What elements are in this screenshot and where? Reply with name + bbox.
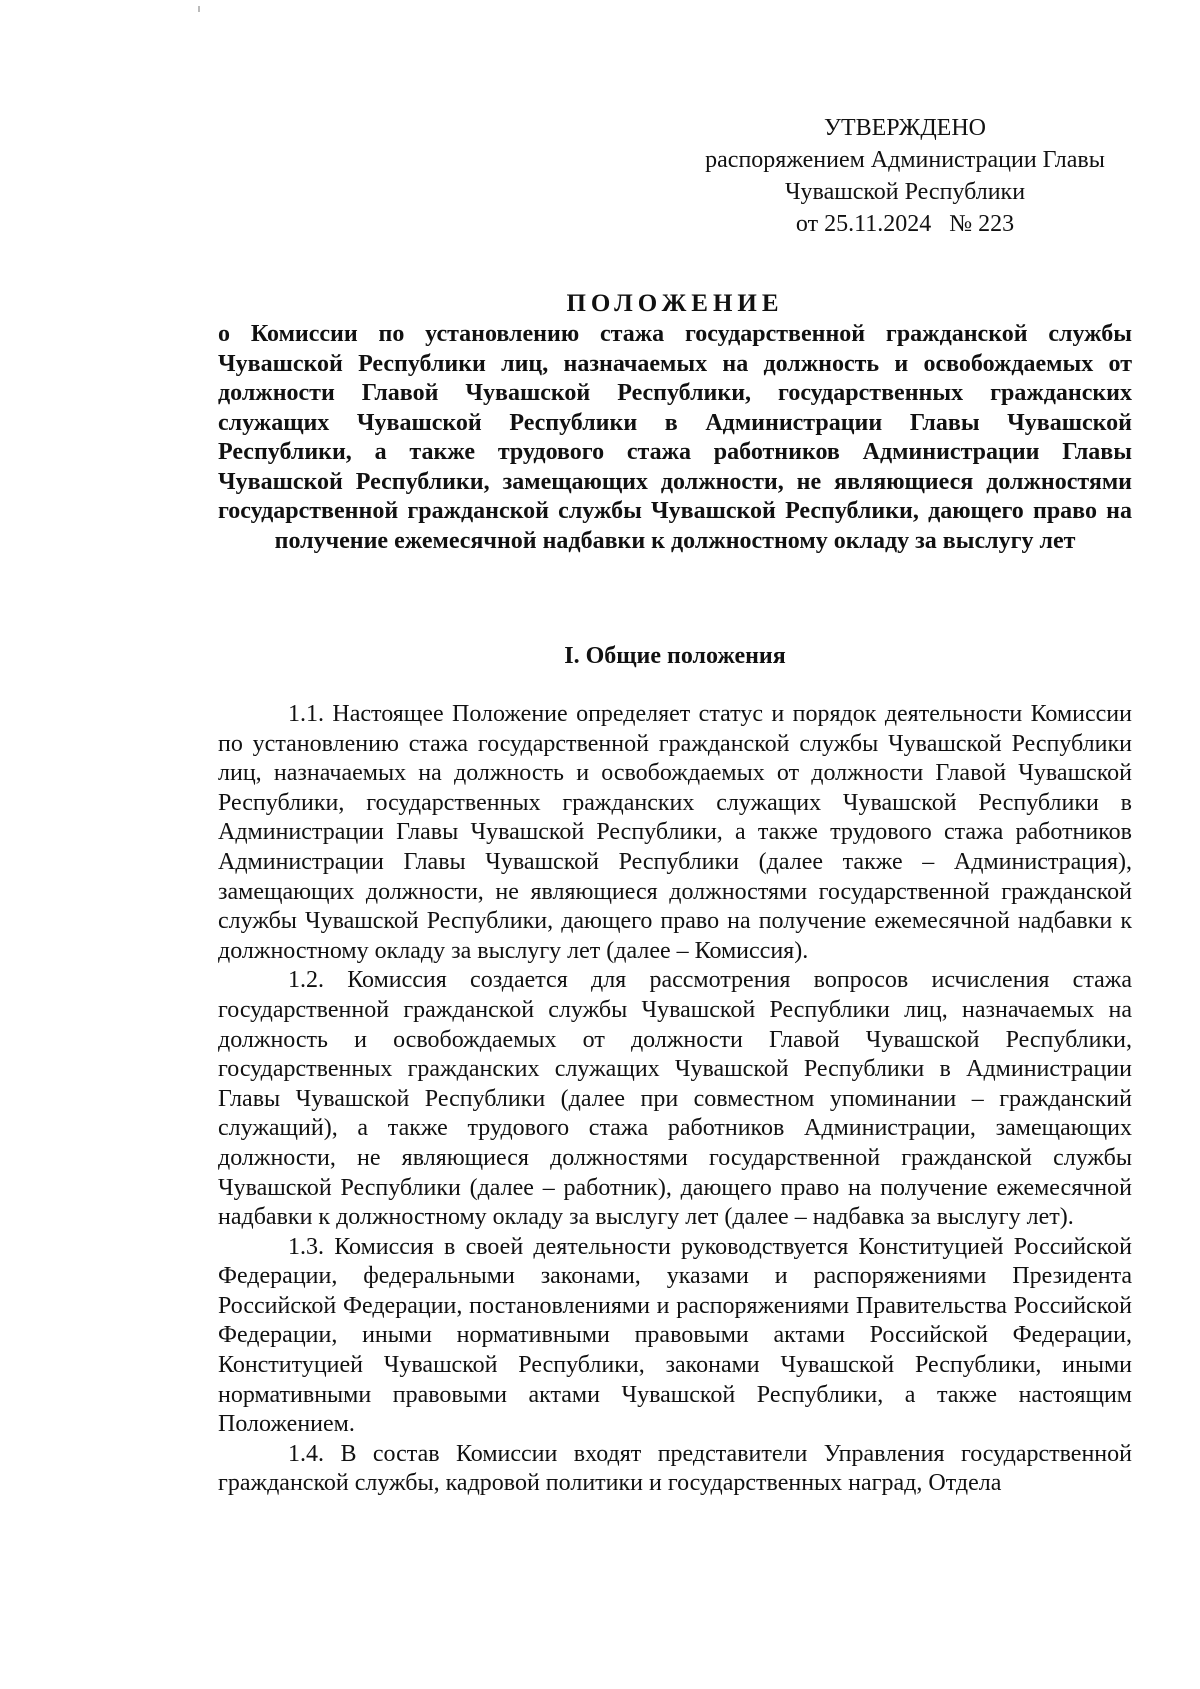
approval-stamp-block: [680, 112, 1130, 240]
scan-mark: [198, 6, 200, 12]
approval-line-order: распоряжением Администрации Главы: [705, 147, 1105, 173]
section-heading: I. Общие положения: [564, 643, 786, 669]
document-title: ПОЛОЖЕНИЕ: [566, 290, 784, 317]
document-title-block: [218, 288, 1132, 556]
paragraph-1-4: 1.4. В состав Комиссии входят представители Управления государственной гражданской службы, кадровой политики и государственных наград, Отдела: [218, 1440, 1132, 1497]
paragraph-1-1: 1.1. Настоящее Положение определяет статус и порядок деятельности Комиссии по установлению стажа государственной гражданской службы Чувашской Республики лиц, назначаемых на должность и освобождаемых от должности Главой Чувашской Республики, государственных гражданских служащих Чувашской Республики в Администрации Главы Чувашской Республики, а также трудового стажа работников Администрации Главы Чувашской Республики (далее также – Администрация), замещающих должности, не являющиеся должностями государственной гражданской службы Чувашской Республики, дающего право на получение ежемесячной надбавки к должностному окладу за выслугу лет (далее – Комиссия).: [218, 701, 1132, 964]
document-subtitle: о Комиссии по установлению стажа государственной гражданской службы Чувашской Республики лиц, назначаемых на должность и освобождаемых от должности Главой Чувашской Республики, государственных гражданских служащих Чувашской Республики в Администрации Главы Чувашской Республики, а также трудового стажа работников Администрации Главы Чувашской Республики, замещающих должности, не являющиеся должностями государственной гражданской службы Чувашской Республики, дающего право на получение ежемесячной надбавки к должностному окладу за выслугу лет: [218, 321, 1132, 554]
paragraph-1-3: 1.3. Комиссия в своей деятельности руководствуется Конституцией Российской Федерации, федеральными законами, указами и распоряжениями Президента Российской Федерации, постановлениями и распоряжениями Правительства Российской Федерации, иными нормативными правовыми актами Российской Федерации, Конституцией Чувашской Республики, законами Чувашской Республики, иными нормативными правовыми актами Чувашской Республики, а также настоящим Положением.: [218, 1233, 1132, 1438]
approval-line-date-number: от 25.11.2024 № 223: [795, 211, 1015, 237]
paragraph-1-2: 1.2. Комиссия создается для рассмотрения вопросов исчисления стажа государственной гражданской службы Чувашской Республики лиц, назначаемых на должность и освобождаемых от должности Главой Чувашской Республики, государственных гражданских служащих Чувашской Республики в Администрации Главы Чувашской Республики (далее при совместном упоминании – гражданский служащий), а также трудового стажа работников Администрации, замещающих должности, не являющиеся должностями государственной гражданской службы Чувашской Республики (далее – работник), дающего право на получение ежемесячной надбавки к должностному окладу за выслугу лет (далее – надбавка за выслугу лет).: [218, 967, 1132, 1231]
approval-line-approved: УТВЕРЖДЕНО: [823, 115, 987, 141]
section-body: [218, 700, 1132, 1499]
approval-line-region: Чувашской Республики: [784, 179, 1026, 205]
